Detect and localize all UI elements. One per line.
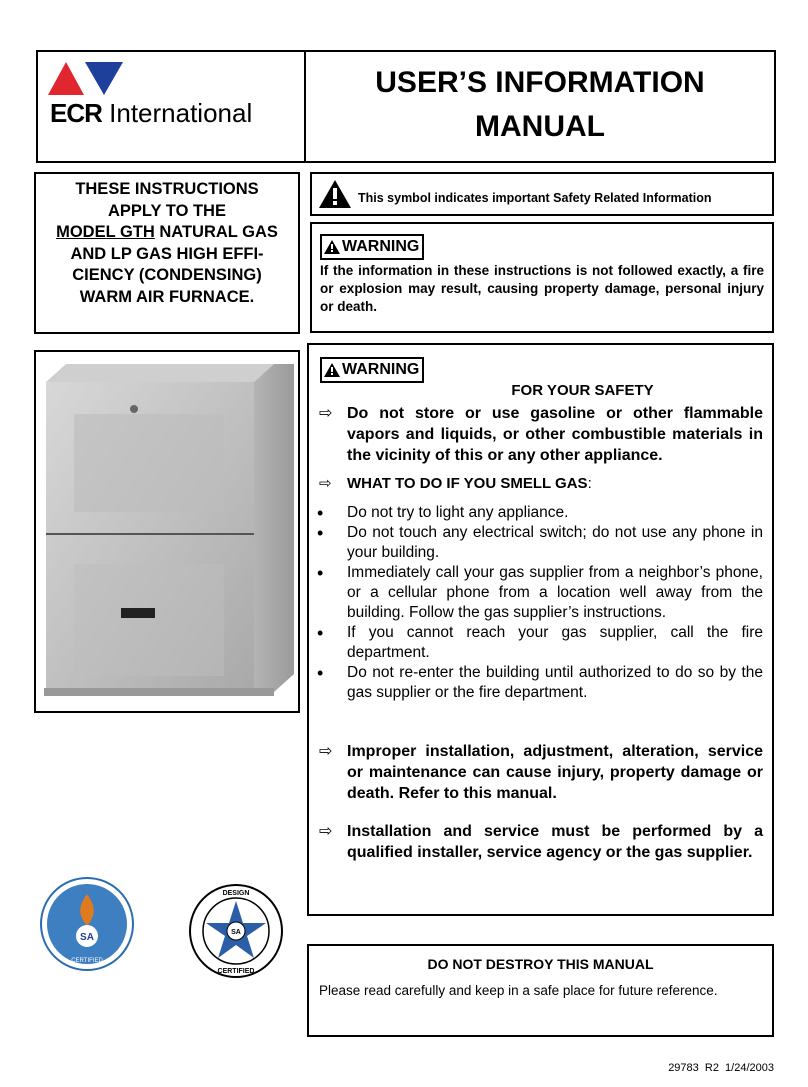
title-line-1: USER’S INFORMATION	[375, 66, 705, 99]
safety-heading: FOR YOUR SAFETY	[511, 382, 654, 399]
notice-text: Please read carefully and keep in a safe place for future reference.	[319, 983, 718, 998]
smell-gas-list	[317, 503, 763, 703]
safety-symbol-box	[310, 172, 774, 216]
applies-line-2: APPLY TO THE	[108, 201, 226, 220]
safety-item-4-text: Installation and service must be performed by a qualified installer, service agency or the gas supplier.	[347, 823, 763, 861]
safety-symbol-text: This symbol indicates important Safety Related Information	[358, 191, 712, 205]
warning-badge-1-label: WARNING	[342, 238, 420, 255]
arrow-icon: ⇨	[319, 405, 333, 422]
safety-item-1	[319, 403, 763, 466]
furnace-image	[36, 352, 298, 711]
list-item: • Immediately call your gas supplier from a neighbor’s phone, or a cellular phone from a location well away from the building. Follow the gas supplier’s instructions.	[317, 563, 763, 623]
safety-item-1-text: Do not store or use gasoline or other flammable vapors and liquids, or other combustible materials in the vicinity of this or any other appliance.	[347, 405, 763, 464]
warning-badge-1	[320, 234, 424, 260]
list-item: • Do not re-enter the building until authorized to do so by the gas supplier or the fire department.	[317, 663, 763, 703]
safety-item-3	[319, 741, 763, 804]
logo-box	[36, 50, 306, 163]
applies-line-1: THESE INSTRUCTIONS	[75, 180, 259, 198]
smell-gas-heading: WHAT TO DO IF YOU SMELL GAS	[347, 475, 588, 492]
applies-line-6: WARM AIR FURNACE.	[79, 287, 255, 306]
applies-line-4: AND LP GAS HIGH EFFI-	[70, 244, 264, 263]
safety-item-4	[319, 821, 763, 863]
ecr-logo-icon	[48, 62, 128, 96]
csa-certified-logo	[39, 876, 135, 972]
warning-triangle-icon	[324, 363, 340, 377]
csa-mark-left: SA	[80, 932, 94, 943]
warning-badge-2-label: WARNING	[342, 361, 420, 378]
list-item: • Do not try to light any appliance.	[317, 503, 763, 523]
warning-triangle-icon	[318, 179, 352, 209]
csa-design-certified-logo	[188, 883, 284, 979]
design-label: DESIGN	[222, 890, 250, 897]
certified-label-left: CERTIFIED	[71, 958, 103, 964]
csa-mark-right: SA	[231, 929, 241, 936]
applies-line-3	[36, 222, 298, 244]
certified-label-right: CERTIFIED	[217, 968, 255, 975]
warning-box-1	[310, 222, 774, 333]
warning-triangle-icon	[324, 240, 340, 254]
company-short: ECR	[50, 98, 102, 128]
warning-1-text: If the information in these instructions is not followed exactly, a fire or explosion may result, causing property damage, personal injury or death.	[320, 263, 764, 314]
title-box	[304, 50, 776, 163]
furnace-image-box	[34, 350, 300, 713]
title-line-2: MANUAL	[475, 110, 605, 143]
safety-item-2	[319, 473, 763, 494]
applies-line-3-rest: NATURAL GAS	[154, 223, 278, 241]
list-item: • If you cannot reach your gas supplier, call the fire department.	[317, 623, 763, 663]
arrow-icon: ⇨	[319, 823, 333, 840]
arrow-icon: ⇨	[319, 475, 332, 492]
warning-box-2	[307, 343, 774, 916]
smell-gas-colon: :	[587, 475, 592, 492]
company-suffix: International	[109, 98, 253, 128]
list-item: • Do not touch any electrical switch; do not use any phone in your building.	[317, 523, 763, 563]
notice-heading: DO NOT DESTROY THIS MANUAL	[427, 956, 654, 972]
applies-line-5: CIENCY (CONDENSING)	[72, 266, 262, 284]
company-name	[50, 98, 252, 129]
notice-box	[307, 944, 774, 1037]
document-number: 29783 R2 1/24/2003	[668, 1062, 774, 1074]
applies-box	[34, 172, 300, 334]
warning-badge-2	[320, 357, 424, 383]
model-label: MODEL GTH	[56, 223, 155, 241]
arrow-icon: ⇨	[319, 743, 333, 760]
safety-item-3-text: Improper installation, adjustment, alteration, service or maintenance can cause injury, property damage or death. Refer to this manual.	[347, 743, 763, 802]
